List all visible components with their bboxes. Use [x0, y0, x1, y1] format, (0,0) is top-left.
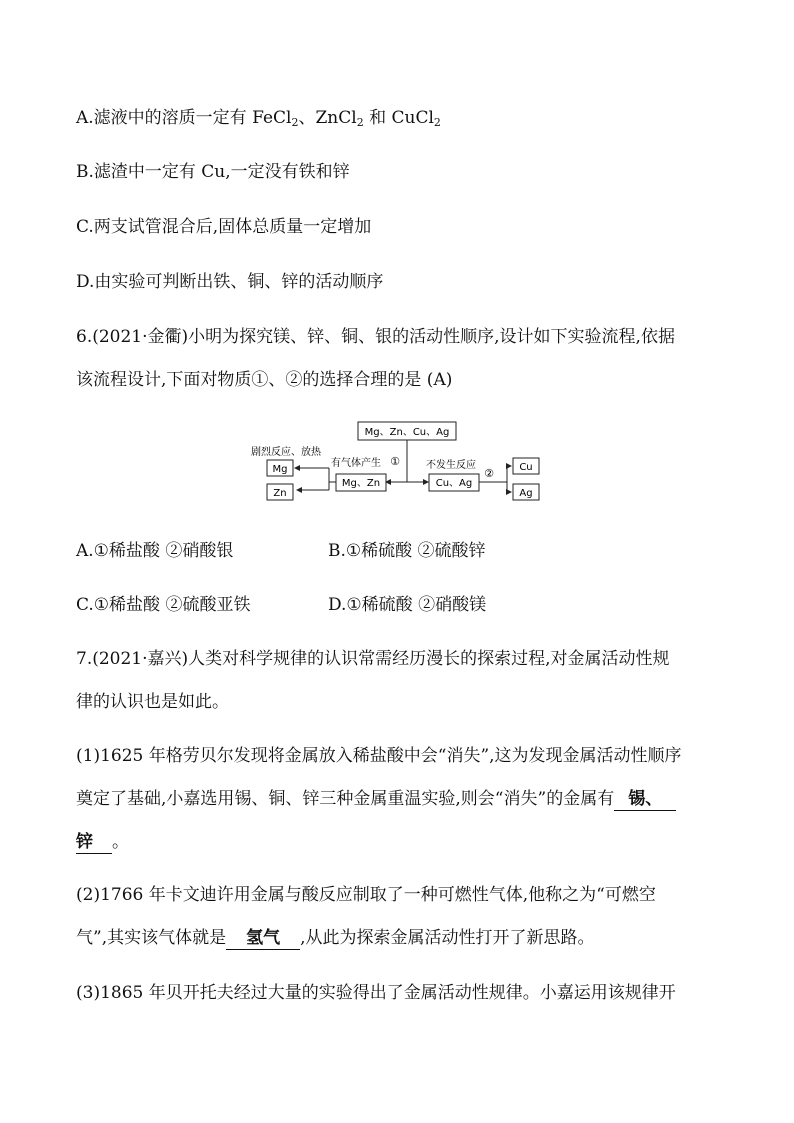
gas-label: 有气体产生	[331, 458, 381, 469]
zn-box-label: Zn	[273, 488, 287, 499]
q7-part2-line2: 气”,其实该气体就是 氢气 ,从此为探索金属活动性打开了新思路。	[76, 928, 595, 948]
ag-box-label: Ag	[519, 488, 533, 499]
option-5b: B.滤渣中一定有 Cu,一定没有铁和锌	[76, 162, 350, 182]
q7-part2-answer: 氢气	[226, 927, 300, 950]
option-5c: C.两支试管混合后,固体总质量一定增加	[76, 217, 372, 237]
top-box-label: Mg、Zn、Cu、Ag	[364, 427, 450, 438]
violent-label: 剧烈反应、放热	[251, 447, 321, 458]
no-react-label: 不发生反应	[426, 460, 476, 471]
option-6a: A.①稀盐酸 ②硝酸银	[76, 541, 234, 561]
q6-stem-line1: 6.(2021·金衢)小明为探究镁、锌、铜、银的活动性顺序,设计如下实验流程,依据	[76, 327, 675, 347]
q7-stem-line2: 律的认识也是如此。	[76, 692, 229, 712]
q7-part2-line1: (2)1766 年卡文迪许用金属与酸反应制取了一种可燃性气体,他称之为“可燃空	[76, 885, 656, 905]
q7-stem-line1: 7.(2021·嘉兴)人类对科学规律的认识常需经历漫长的探索过程,对金属活动性规	[76, 649, 670, 669]
option-6c: C.①稀盐酸 ②硫酸亚铁	[76, 595, 251, 615]
step1-label: ①	[390, 455, 400, 468]
q7-part1-answer-a: 锡、	[614, 788, 676, 811]
q7-part1-line3: 锌 。	[76, 832, 129, 852]
option-6b: B.①稀硫酸 ②硫酸锌	[328, 541, 486, 561]
option-6d: D.①稀硫酸 ②硝酸镁	[328, 595, 487, 615]
q7-part1-answer-b: 锌	[76, 831, 112, 854]
mg-box-label: Mg	[272, 464, 288, 475]
q7-part1-line1: (1)1625 年格劳贝尔发现将金属放入稀盐酸中会“消失”,这为发现金属活动性顺序	[76, 746, 682, 766]
cuag-box-label: Cu、Ag	[435, 478, 473, 489]
option-5a: A.滤液中的溶质一定有 FeCl$_2$、ZnCl$_2$ 和 CuCl$_2$	[76, 108, 441, 129]
mgzn-box-label: Mg、Zn	[341, 478, 381, 489]
q7-part1-line2: 奠定了基础,小嘉选用锡、铜、锌三种金属重温实验,则会“消失”的金属有 锡、	[76, 787, 676, 811]
flow-diagram	[245, 418, 545, 508]
option-5d: D.由实验可判断出铁、铜、锌的活动顺序	[76, 272, 384, 292]
step2-label: ②	[484, 467, 494, 480]
q7-part3-line1: (3)1865 年贝开托夫经过大量的实验得出了金属活动性规律。小嘉运用该规律开	[76, 983, 676, 1003]
cu-box-label: Cu	[519, 462, 533, 473]
q6-stem-line2: 该流程设计,下面对物质①、②的选择合理的是 (A)	[76, 370, 453, 390]
